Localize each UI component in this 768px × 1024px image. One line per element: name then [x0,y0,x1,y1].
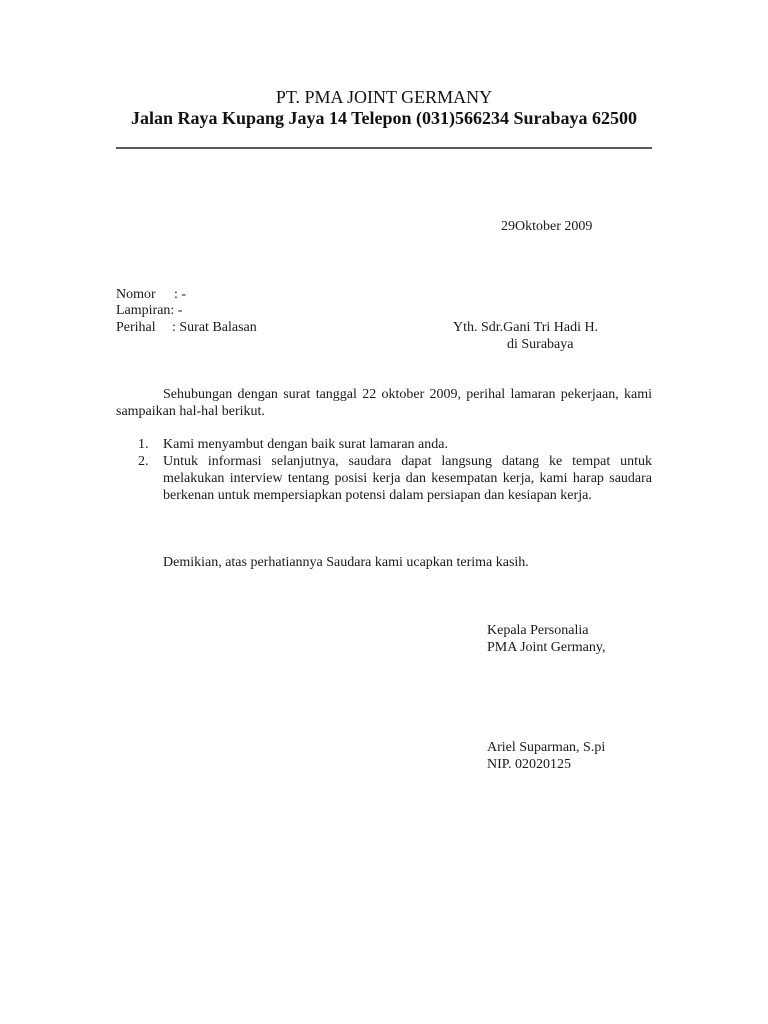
closing-sentence: Demikian, atas perhatiannya Saudara kami ucapkan terima kasih. [163,555,529,570]
meta-perihal [116,319,257,336]
perihal-label: Perihal [116,320,156,335]
recipient-name: Yth. Sdr.Gani Tri Hadi H. [453,320,599,335]
signatory-nip: NIP. 02020125 [487,757,572,772]
company-name: PT. PMA JOINT GERMANY [275,87,493,107]
opening-text: Sehubungan dengan surat tanggal 22 oktober 2009, perihal lamaran pekerjaan, kami sampaikan hal-hal berikut. [116,387,652,419]
recipient-location: di Surabaya [507,337,574,352]
perihal-value: : Surat Balasan [172,320,257,335]
nomor-value: : - [174,287,187,302]
list-number: 2. [138,454,149,469]
lampiran-label: Lampiran [116,303,171,318]
signatory-position: Kepala Personalia [487,623,589,638]
signatory-name: Ariel Suparman, S.pi [487,740,606,755]
meta-lampiran [116,302,182,319]
points-list [138,436,652,504]
nomor-label: Nomor [116,287,156,302]
list-text: Untuk informasi selanjutnya, saudara dapat langsung datang ke tempat untuk melakukan interview tentang posisi kerja dan kesempatan kerja, kami harap saudara berkenan untuk mempersiapkan potensi dalam persiapan dan kesiapan kerja. [163,454,652,503]
signatory-organization: PMA Joint Germany, [487,640,606,655]
company-address: Jalan Raya Kupang Jaya 14 Telepon (031)566234 Surabaya 62500 [130,108,638,128]
lampiran-value: : - [170,303,183,318]
list-text: Kami menyambut dengan baik surat lamaran anda. [163,437,448,452]
list-item [138,436,652,453]
meta-nomor [116,286,186,303]
letter-date: 29Oktober 2009 [501,219,593,234]
list-item [138,453,652,504]
letterhead-divider [116,147,652,149]
opening-paragraph [116,386,652,420]
list-number: 1. [138,437,149,452]
